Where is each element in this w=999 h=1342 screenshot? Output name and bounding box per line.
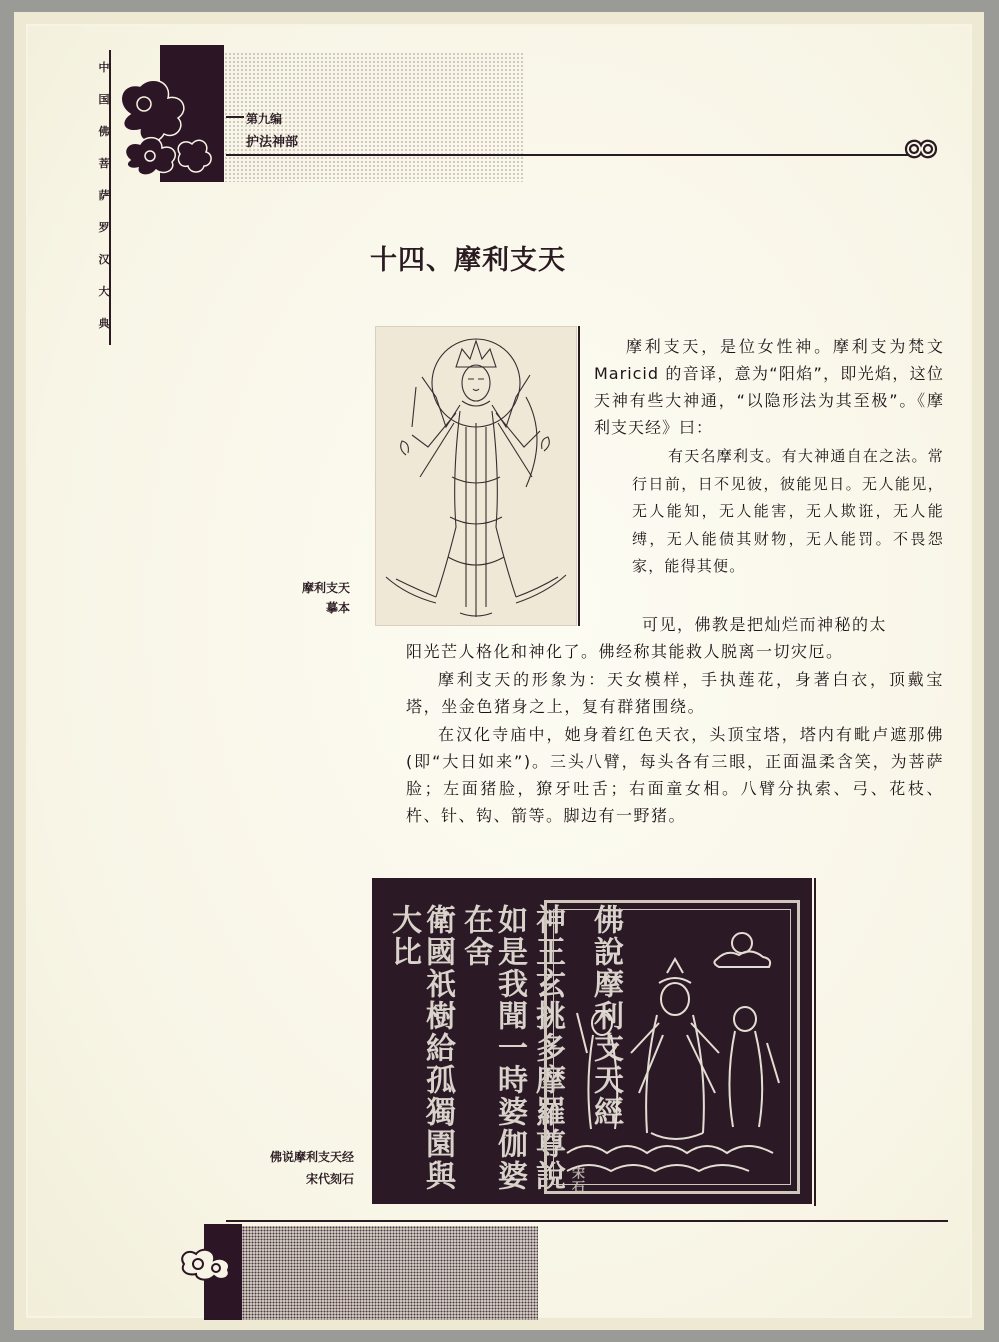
body-paragraph-2 [406, 611, 944, 665]
book-title-char: 大 [98, 285, 110, 298]
book-title-char: 中 [98, 61, 110, 74]
auspicious-cloud-icon [176, 1246, 238, 1282]
chapter-title: 十四、摩利支天 [370, 245, 566, 276]
marici-figure-illustration [376, 327, 576, 625]
figure2-caption [214, 1146, 354, 1190]
auspicious-cloud-icon [110, 74, 230, 184]
rubbing-column: 如是我聞一時婆伽婆在舍 [458, 904, 527, 1192]
figure1-caption-line2: 摹本 [325, 601, 350, 615]
header-short-rule [226, 116, 244, 118]
rubbing-column: 衛國祇樹給孤獨園與大比 [386, 904, 455, 1192]
figure1-caption [264, 578, 350, 618]
rubbing-column: 佛說摩利支天經 [588, 904, 623, 1128]
rubbing-small-inscription: 宋石 [569, 1166, 584, 1194]
book-title-char: 萨 [98, 189, 110, 202]
body-paragraph-3: 摩利支天的形象为：天女模样，手执莲花，身著白衣，顶戴宝塔，坐金色猪身之上，复有群猪围绕。 [406, 670, 944, 716]
marici-line-drawing [375, 326, 577, 626]
rubbing-column: 神王玄挑多摩羅尊說 [530, 904, 565, 1192]
header-rule [226, 154, 908, 156]
book-title-char: 菩 [98, 157, 110, 170]
book-title-char: 典 [98, 317, 110, 330]
book-title-char: 罗 [98, 221, 110, 234]
header-section: 护法神部 [246, 135, 299, 150]
figure2-caption-line1: 佛说摩利支天经 [269, 1150, 354, 1164]
figure2-rule [814, 878, 816, 1206]
header-volume: 第九编 [246, 112, 283, 126]
rubbing-deity-scene [547, 903, 797, 1191]
book-title-char: 汉 [98, 253, 110, 266]
figure1-caption-line1: 摩利支天 [301, 581, 350, 595]
rubbing-picture-panel [544, 900, 800, 1194]
figure1-rule [578, 326, 580, 626]
book-page [14, 12, 984, 1330]
sutra-quote: 有天名摩利支。有大神通自在之法。常行日前，日不见彼，彼能见日。无人能见，无人能知，无人能害，无人欺诳，无人能缚，无人能债其财物，无人能罚。不畏怨家，能得其便。 [632, 447, 944, 575]
book-title-char: 佛 [98, 125, 110, 138]
body-paragraph-4: 在汉化寺庙中，她身着红色天衣，头顶宝塔，塔内有毗卢遮那佛(即“大日如来”)。三头八臂，每头各有三眼，正面温柔含笑，为菩萨脸；左面猪脸，獠牙吐舌；右面童女相。八臂分执索、弓、花枝、杵、针、钩、箭等。脚边有一野猪。 [406, 725, 944, 825]
body-paragraph-2-first: 可见，佛教是把灿烂而神秘的太 [642, 615, 888, 634]
figure2-caption-line2: 宋代刻石 [305, 1172, 354, 1186]
cloud-scroll-ornament-icon [900, 136, 942, 162]
footer-rule [226, 1220, 948, 1222]
footer-stipple-texture [242, 1226, 538, 1320]
book-title-char: 国 [98, 93, 110, 106]
stone-rubbing-image [372, 878, 812, 1204]
body-paragraph-2-rest: 阳光芒人格化和神化了。佛经称其能救人脱离一切灾厄。 [406, 642, 844, 661]
body-paragraph-1: 摩利支天，是位女性神。摩利支为梵文 Maricid 的音译，意为“阳焰”，即光焰，这位天神有些大神通，“以隐形法为其至极”。《摩利支天经》曰： [594, 337, 944, 437]
